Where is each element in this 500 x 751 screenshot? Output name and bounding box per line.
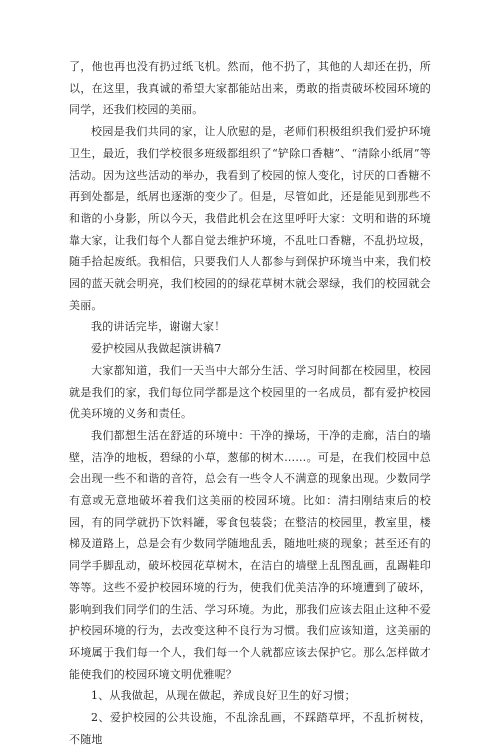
paragraph-environment: 我们都想生活在舒适的环境中：干净的操场，干净的走廊，洁白的墙壁，洁净的地板，碧绿的小草，葱郁的树木……。可是，在我们校园中总会出现一些不和谐的音符，总会有一些令人不满意的现象出现。少数同学有意或无意地破坏着我们这美丽的校园环境。比如：清扫刚结束后的校园，有的同学就扔下饮料罐，零食包装袋；在整洁的校园里，教室里，楼梯及道路上，总是会有少数同学随地乱丢，随地吐痰的现象；甚至还有的同学手脚乱动，破坏校园花草树木，在洁白的墙壁上乱图乱画，乱踢鞋印等等。这些不爱护校园环境的行为，使我们优美洁净的环境遭到了破坏，影响到我们同学们的生活、学习环境。为此，那我们应该去阻止这种不爱护校园环境的行为，去改变这种不良行为习惯。我们应该知道，这美丽的环境属于我们每一个人，我们每一个人就都应该去保护它。那么怎样做才能使我们的校园环境文明优雅呢？ (69, 428, 431, 681)
list-item-2: 2、爱护校园的公共设施，不乱涂乱画，不踩踏草坪，不乱折树枝，不随地 (69, 711, 431, 746)
paragraph-closing-remark: 我的讲话完毕，谢谢大家！ (91, 320, 226, 334)
list-item-1: 1、从我做起，从现在做起，养成良好卫生的好习惯； (91, 689, 356, 703)
paragraph-continued: 了，他也再也没有扔过纸飞机。然而，他不扔了，其他的人却还在扔，所以，在这里，我真诚的希望大家都能站出来，勇敢的指责破坏校园环境的同学，还我们校园的美丽。 (69, 60, 431, 117)
speech-title: 爱护校园从我做起演讲稿7 (91, 342, 222, 356)
paragraph-introduction: 大家都知道，我们一天当中大部分生活、学习时间都在校园里，校园就是我们的家，我们每位同学都是这个校园里的一名成员，都有爱护校园优美环境的义务和责任。 (69, 363, 431, 421)
paragraph-school-home: 校园是我们共同的家，让人欣慰的是，老师们积极组织我们爱护环境卫生，最近，我们学校很多班级都组织了“铲除口香糖”、“清除小纸屑”等活动。因为这些活动的举办，我看到了校园的惊人变化，讨厌的口香糖不再到处都是，纸屑也逐渐的变少了。但是，尽管如此，还是能见到那些不和谐的小身影，所以今天，我借此机会在这里呼吁大家：文明和谐的环境靠大家，让我们每个人都自觉去维护环境，不乱吐口香糖，不乱扔垃圾，随手拾起废纸。我相信，只要我们人人都参与到保护环境当中来，我们校园的蓝天就会明亮，我们校园的的绿花草树木就会翠绿，我们的校园就会美丽。 (69, 125, 431, 312)
document-body (69, 56, 431, 751)
